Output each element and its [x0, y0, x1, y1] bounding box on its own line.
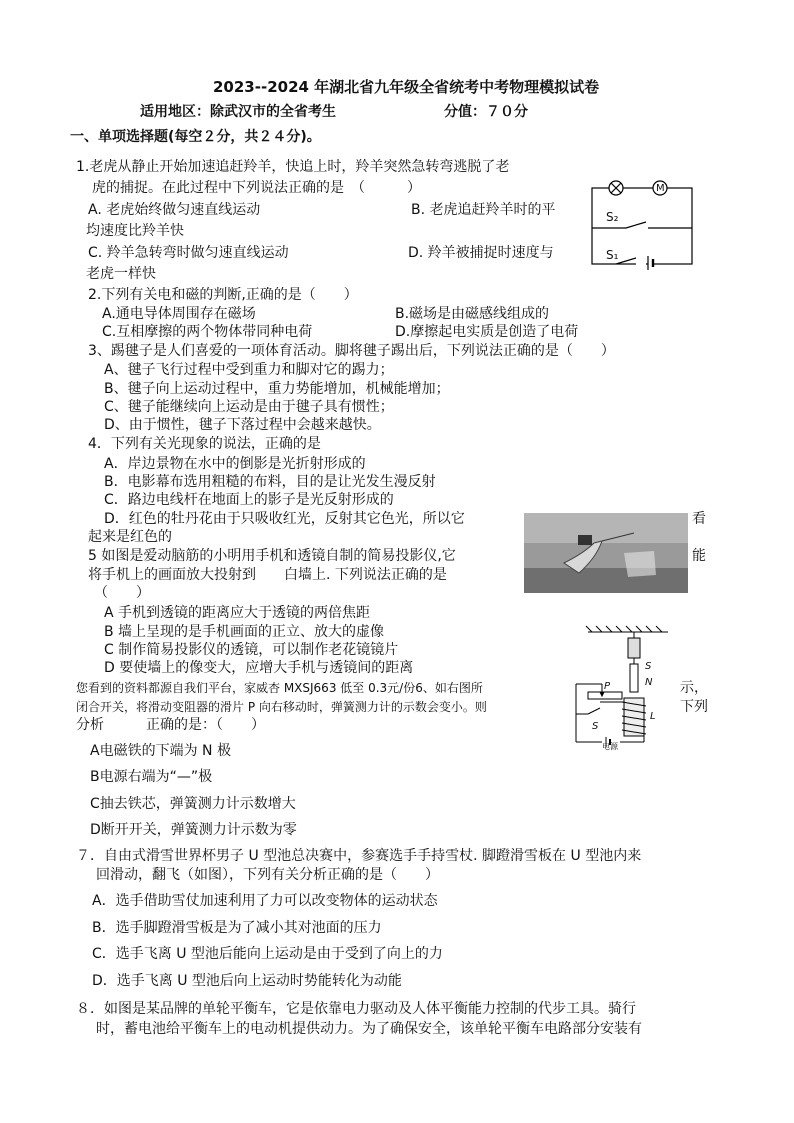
q5-stem-line1-tail: 能 — [692, 548, 706, 564]
q7-option-d: D．选手飞离 U 型池后向上运动时势能转化为动能 — [92, 973, 402, 989]
q7-stem-line1: ７．自由式滑雪世界杯男子 U 型池总决赛中，参赛选手手持雪杖. 脚蹬滑雪板在 U 型池内来 — [76, 848, 642, 864]
q3-option-c: C、毽子能继续向上运动是由于毽子具有惯性； — [104, 399, 394, 415]
slider-p-label: P — [604, 681, 611, 692]
switch-s2-label: S₂ — [606, 210, 619, 224]
q2-option-b: B.磁场是由磁感线组成的 — [395, 306, 550, 322]
q4-option-d-cont: 起来是红色的 — [88, 529, 172, 545]
circuit-diagram — [586, 170, 698, 270]
q5-option-b: B 墙上呈现的是手机画面的正立、放大的虚像 — [104, 624, 385, 640]
q7-option-a: A．选手借助雪仗加速利用了力可以改变物体的运动状态 — [92, 893, 438, 909]
q7-stem-line2: 回滑动，翻飞（如图），下列有关分析正确的是（ ） — [96, 867, 439, 883]
q5-option-d: D 要使墙上的像变大，应增大手机与透镜间的距离 — [104, 660, 414, 676]
total-score: 分值：７０分 — [444, 104, 528, 120]
q4-option-d: D．红色的牡丹花由于只吸收红光，反射其它色光，所以它 — [104, 511, 465, 527]
q4-option-c: C．路边电线杆在地面上的影子是光反射形成的 — [104, 492, 394, 508]
q3-option-b: B、毽子向上运动过程中，重力势能增加，机械能增加； — [104, 381, 450, 397]
switch-s1-label: S₁ — [606, 248, 619, 262]
q8-stem-line2: 时，蓄电池给平衡车上的电动机提供动力。为了确保安全，该单轮平衡车电路部分安装有 — [96, 1021, 642, 1037]
q6-option-b: B电源右端为“—”极 — [90, 769, 213, 785]
q1-option-b-cont: 均速度比羚羊快 — [86, 223, 184, 239]
q6-line2: 闭合开关，将滑动变阻器的滑片 P 向右移动时，弹簧测力计的示数会变小。则 — [76, 700, 487, 714]
section-heading: 一、单项选择题(每空２分，共２４分)。 — [70, 129, 321, 145]
q5-stem-line3: （ ） — [94, 585, 150, 601]
electromagnet-diagram — [566, 622, 676, 750]
q7-option-c: C．选手飞离 U 型池后能向上运动是由于受到了向上的力 — [92, 946, 443, 962]
q1-option-a: A. 老虎始终做匀速直线运动 — [88, 202, 261, 218]
q4-option-b: B．电影幕布选用粗糙的布料，目的是让光发生漫反射 — [104, 474, 436, 490]
motor-label: M — [656, 183, 665, 194]
magnet-s-label: S — [645, 661, 652, 672]
magnet-n-label: N — [645, 677, 653, 688]
q1-option-d-cont: 老虎一样快 — [86, 266, 156, 282]
q3-option-a: A、毽子飞行过程中受到重力和脚对它的踢力； — [104, 362, 394, 378]
q6-line3: 分析 正确的是：（ ） — [76, 717, 265, 733]
q1-stem-line1: 1.老虎从静止开始加速追赶羚羊，快追上时，羚羊突然急转弯逃脱了老 — [76, 159, 510, 175]
q6-line1-tail: 示， — [680, 680, 708, 696]
q5-stem-line2: 将手机上的画面放大投射到 白墙上. 下列说法正确的是 — [88, 567, 447, 583]
q6-option-d: D断开开关，弹簧测力计示数为零 — [90, 822, 297, 838]
q4-option-d-tail: 看 — [692, 511, 706, 527]
q5-option-a: A 手机到透镜的距离应大于透镜的两倍焦距 — [104, 605, 371, 621]
q1-option-d: D. 羚羊被捕捉时速度与 — [408, 245, 554, 261]
switch-s-label: S — [592, 721, 599, 732]
q3-stem: 3、踢毽子是人们喜爱的一项体育活动。脚将毽子踢出后，下列说法正确的是（ ） — [88, 343, 615, 359]
q2-stem: 2.下列有关电和磁的判断,正确的是（ ） — [88, 287, 358, 303]
q2-option-c: C.互相摩擦的两个物体带同种电荷 — [102, 324, 313, 340]
q7-option-b: B．选手脚蹬滑雪板是为了减小其对池面的压力 — [92, 920, 382, 936]
q1-option-b: B. 老虎追赶羚羊时的平 — [411, 202, 556, 218]
q6-line2-tail: 下列 — [680, 699, 708, 715]
q2-option-d: D.摩擦起电实质是创造了电荷 — [395, 324, 579, 340]
q6-line1: 您看到的资料都源自我们平台，家威杏 MXSJ663 低至 0.3元/份6、如右图所 — [76, 681, 483, 695]
power-source-label: 电源 — [602, 742, 618, 751]
coil-l-label: L — [650, 711, 656, 722]
q1-option-c: C. 羚羊急转弯时做匀速直线运动 — [88, 245, 289, 261]
q4-stem: 4．下列有关光现象的说法，正确的是 — [88, 436, 321, 452]
q6-option-a: A电磁铁的下端为 N 极 — [90, 743, 231, 759]
q1-stem-line2: 虎的捕捉。在此过程中下列说法正确的是 （ ） — [92, 180, 421, 196]
q8-stem-line1: ８．如图是某品牌的单轮平衡车，它是依靠电力驱动及人体平衡能力控制的代步工具。骑行 — [76, 1001, 636, 1017]
projector-photo — [524, 513, 688, 593]
exam-title: 2023--2024 年湖北省九年级全省统考中考物理模拟试卷 — [213, 78, 600, 96]
q3-option-d: D、由于惯性，毽子下落过程中会越来越快。 — [104, 417, 381, 433]
q5-option-c: C 制作简易投影仪的透镜，可以制作老花镜镜片 — [104, 642, 399, 658]
q6-option-c: C抽去铁芯，弹簧测力计示数增大 — [90, 796, 296, 812]
q5-stem-line1: 5 如图是爱动脑筋的小明用手机和透镜自制的简易投影仪,它 — [88, 548, 456, 564]
applicable-region: 适用地区：除武汉市的全省考生 — [140, 104, 336, 120]
q2-option-a: A.通电导体周围存在磁场 — [102, 306, 256, 322]
q4-option-a: A．岸边景物在水中的倒影是光折射形成的 — [104, 456, 366, 472]
